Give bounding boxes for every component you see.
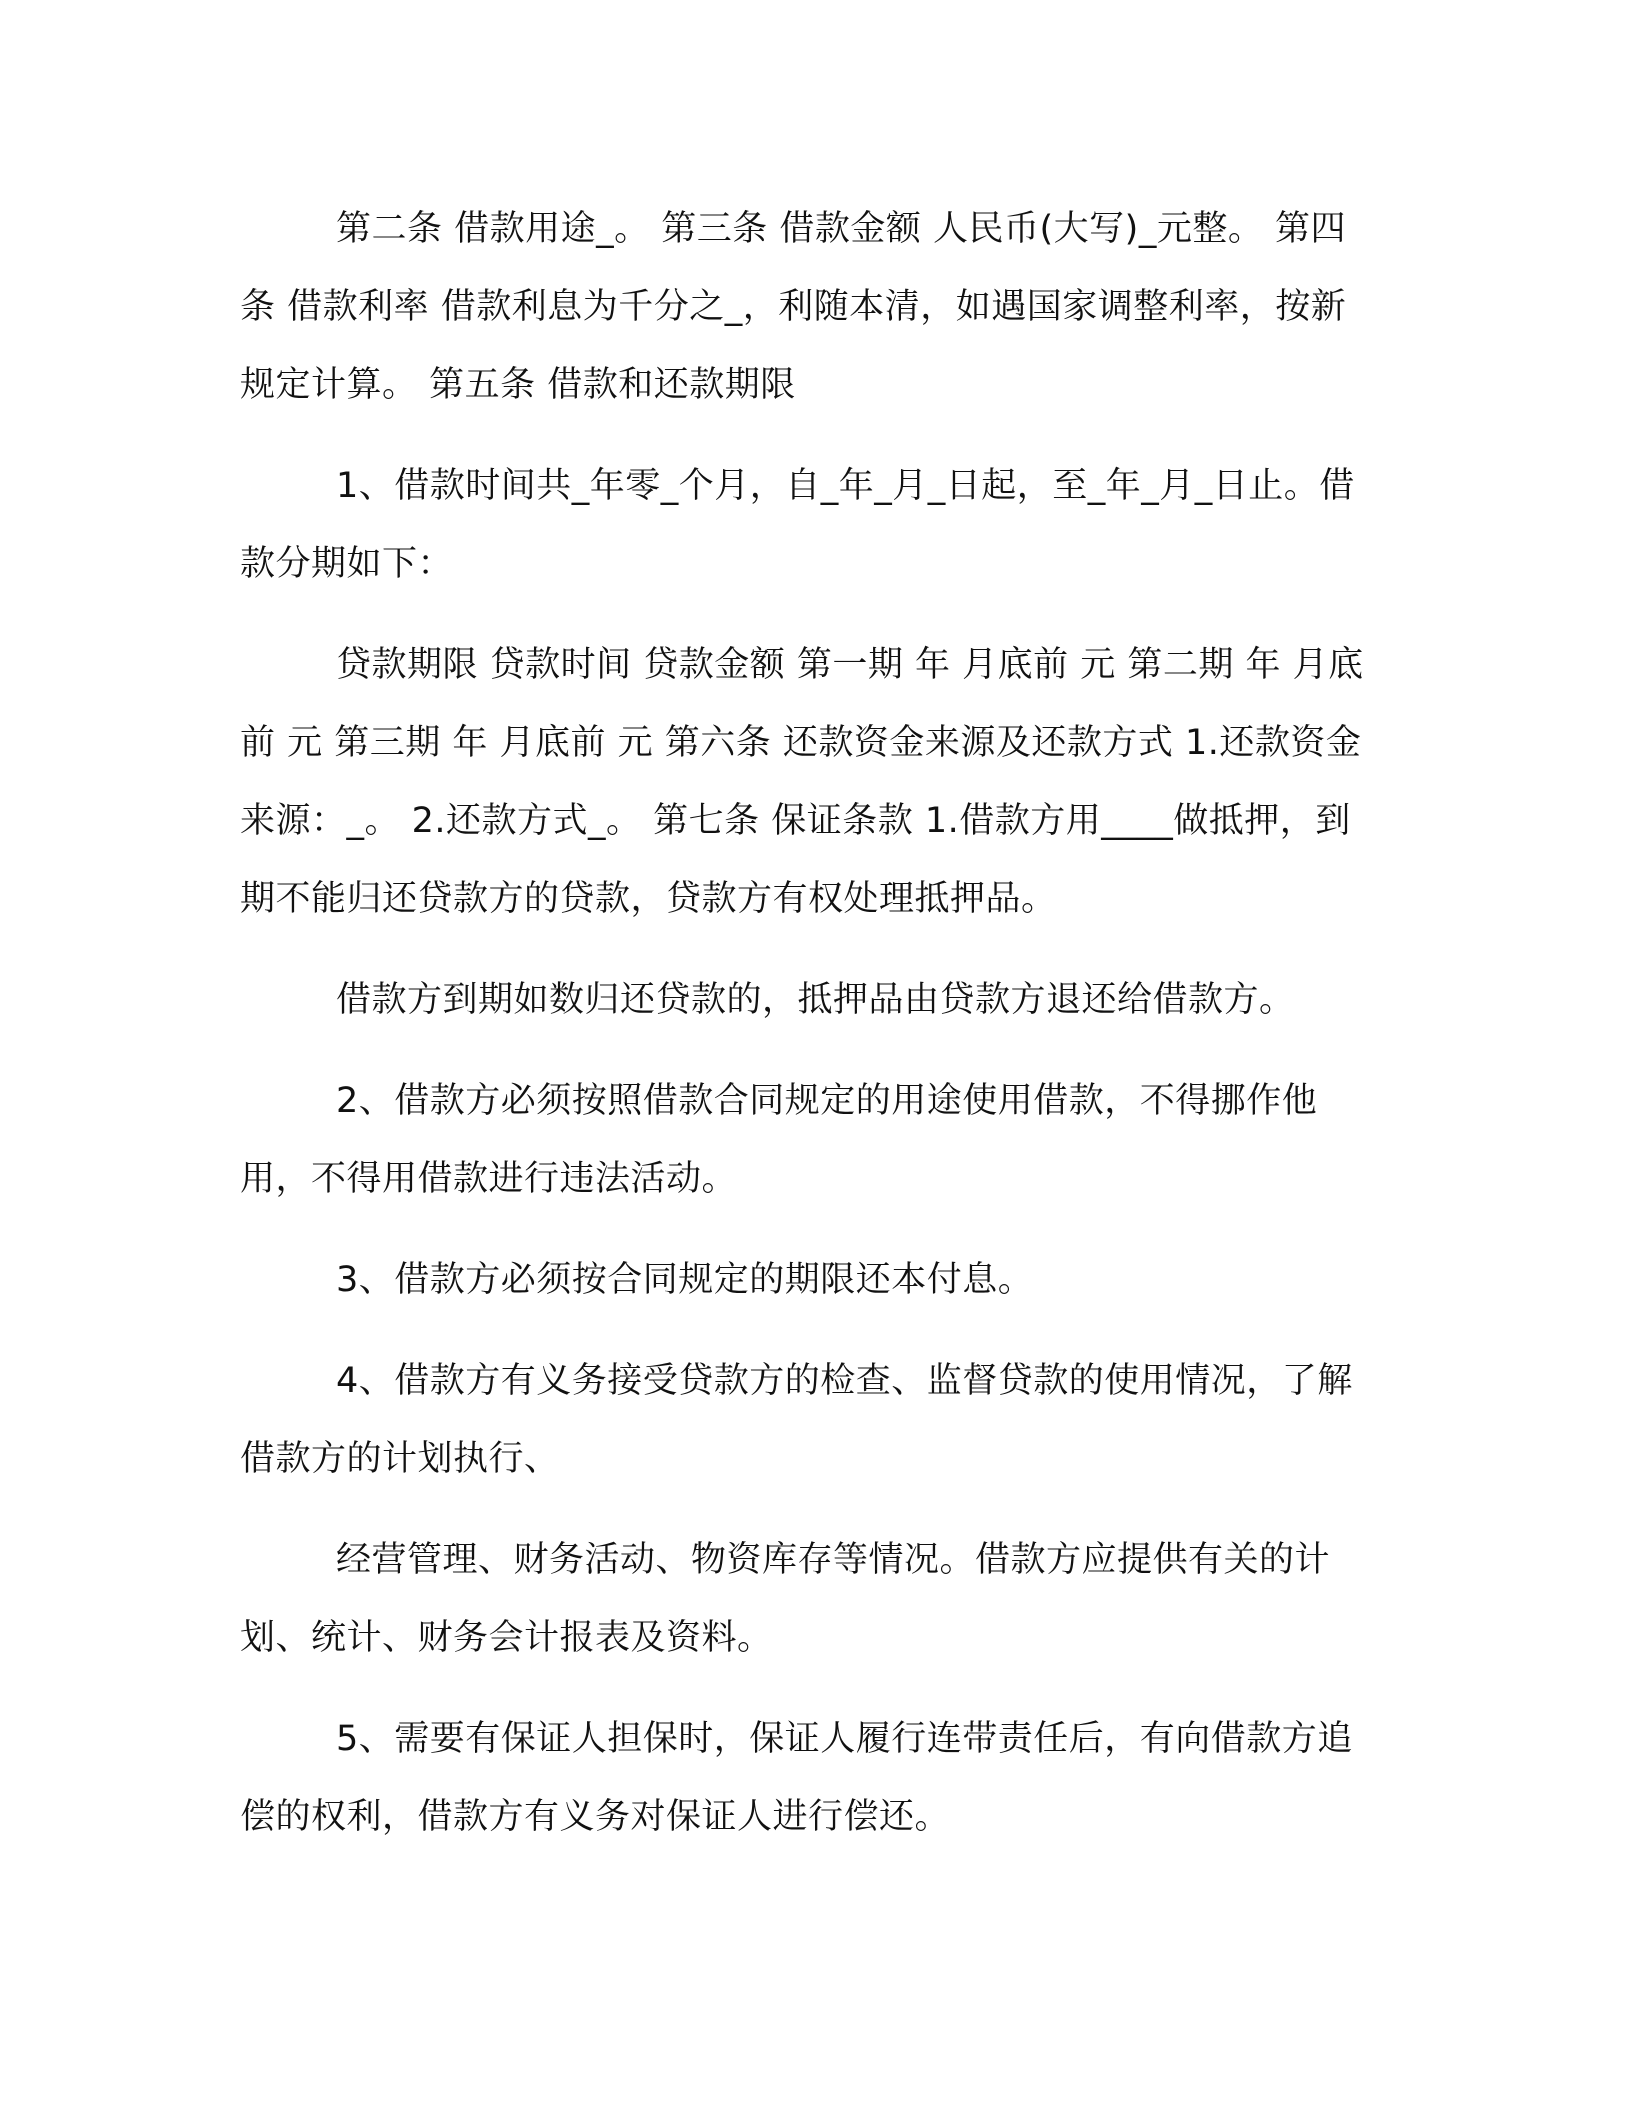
paragraph-clause-2: 2、借款方必须按照借款合同规定的用途使用借款，不得挪作他用，不得用借款进行违法活动。 xyxy=(240,1081,1318,1199)
paragraph-article-2-5: 第二条 借款用途_。 第三条 借款金额 人民币(大写)_元整。 第四条 借款利率 借款利息为千分之_，利随本清，如遇国家调整利率，按新规定计算。 第五条 借款和还款期限 xyxy=(240,209,1347,405)
paragraph-clause-4: 4、借款方有义务接受贷款方的检查、监督贷款的使用情况，了解借款方的计划执行、 xyxy=(240,1361,1353,1479)
paragraph-clause-4-continued: 经营管理、财务活动、物资库存等情况。借款方应提供有关的计划、统计、财务会计报表及资料。 xyxy=(240,1540,1331,1658)
paragraph-loan-term: 1、借款时间共_年零_个月，自_年_月_日起，至_年_月_日止。借款分期如下： xyxy=(240,466,1355,584)
paragraph-collateral-return: 借款方到期如数归还贷款的，抵押品由贷款方退还给借款方。 xyxy=(336,980,1295,1020)
paragraph-clause-5: 5、需要有保证人担保时，保证人履行连带责任后，有向借款方追偿的权利，借款方有义务对保证人进行偿还。 xyxy=(240,1719,1353,1837)
paragraph-clause-3: 3、借款方必须按合同规定的期限还本付息。 xyxy=(336,1260,1034,1300)
paragraph-installments-and-guarantee: 贷款期限 贷款时间 贷款金额 第一期 年 月底前 元 第二期 年 月底前 元 第三期 年 月底前 元 第六条 还款资金来源及还款方式 1.还款资金来源：_。 2.还款方式_。 第七条 保证条款 1.借款方用____做抵押，到期不能归还贷款方的贷款，贷款方有权处理抵押品。 xyxy=(240,645,1364,919)
document-body xyxy=(240,190,1380,1879)
